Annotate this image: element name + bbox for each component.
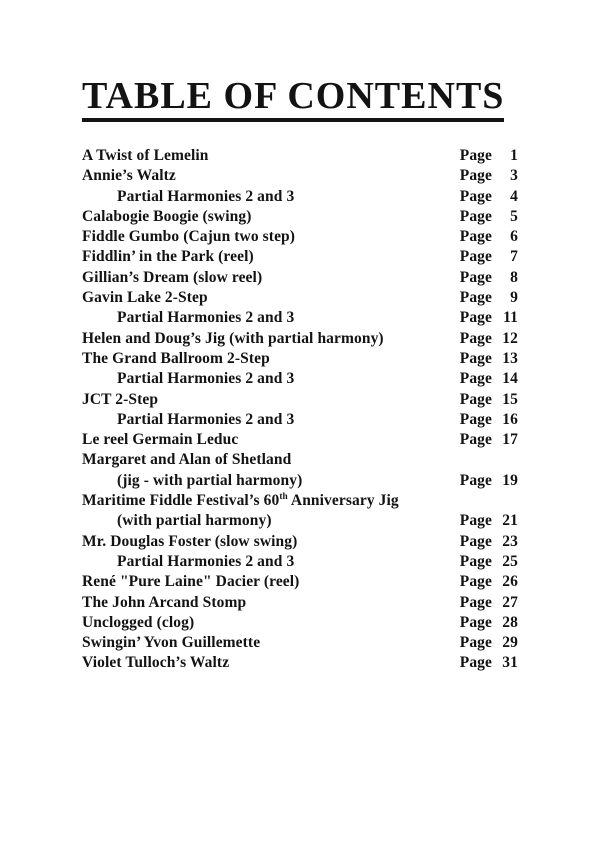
toc-entry-title: Mr. Douglas Foster (slow swing) (82, 532, 298, 550)
page-word: Page (459, 552, 492, 570)
toc-entry-page (460, 187, 518, 207)
page-number: 9 (510, 289, 518, 307)
page-word: Page (459, 248, 492, 266)
toc-entry-title: The Grand Ballroom 2-Step (82, 349, 270, 367)
page-number: 31 (502, 654, 518, 672)
page-number: 11 (503, 309, 518, 327)
toc-entry-page (460, 532, 518, 552)
toc-entry-page (460, 146, 518, 166)
toc-row (82, 572, 518, 592)
page-number: 26 (502, 573, 518, 591)
toc-row (82, 450, 518, 470)
toc-row (82, 491, 518, 511)
page-word: Page (459, 410, 492, 428)
toc-row (82, 308, 518, 328)
toc-list (82, 146, 518, 674)
page-number: 21 (502, 512, 518, 530)
toc-row (82, 653, 518, 673)
page-number: 17 (502, 431, 518, 449)
page-number: 1 (510, 147, 518, 164)
toc-entry-page (460, 471, 518, 491)
toc-row (82, 247, 518, 267)
page-number: 16 (502, 410, 518, 428)
page-word: Page (459, 187, 492, 205)
page-number: 8 (510, 268, 518, 286)
toc-entry-title: Margaret and Alan of Shetland (82, 451, 292, 469)
page-word: Page (459, 512, 492, 530)
page-number: 25 (502, 552, 518, 570)
toc-entry-page (460, 552, 518, 572)
toc-row (82, 593, 518, 613)
toc-entry-page (460, 572, 518, 592)
toc-entry-page (460, 613, 518, 633)
page-word: Page (459, 349, 492, 367)
toc-entry-title: Calabogie Boogie (swing) (82, 207, 252, 225)
page-word: Page (459, 167, 492, 185)
toc-entry-title: JCT 2-Step (82, 390, 159, 408)
page-number: 13 (502, 349, 518, 367)
toc-entry-title: Unclogged (clog) (82, 613, 195, 631)
toc-entry-page (460, 227, 518, 247)
page-number: 15 (502, 390, 518, 408)
toc-entry-page (460, 349, 518, 369)
page-word: Page (459, 593, 492, 611)
toc-row (82, 187, 518, 207)
toc-entry-title: Partial Harmonies 2 and 3 (117, 410, 295, 428)
toc-row (82, 166, 518, 186)
toc-row (82, 430, 518, 450)
page-number: 29 (502, 634, 518, 652)
toc-entry-page (460, 511, 518, 531)
toc-entry-title: Annie’s Waltz (82, 167, 176, 185)
toc-entry-title: Gavin Lake 2-Step (82, 289, 208, 307)
toc-entry-title: Maritime Fiddle Festival’s 60th Anniversary Jig (82, 491, 399, 510)
page-word: Page (459, 390, 492, 408)
toc-entry-title: René "Pure Laine" Dacier (reel) (82, 573, 300, 591)
toc-row (82, 329, 518, 349)
toc-row (82, 288, 518, 308)
page-word: Page (459, 207, 492, 225)
page-number: 7 (510, 248, 518, 266)
page-word: Page (459, 289, 492, 307)
page-word: Page (459, 573, 492, 591)
toc-entry-page (460, 288, 518, 308)
toc-entry-page (460, 430, 518, 450)
page-number: 23 (502, 532, 518, 550)
toc-entry-title: Partial Harmonies 2 and 3 (117, 552, 295, 570)
toc-entry-page (460, 369, 518, 389)
toc-row (82, 633, 518, 653)
toc-entry-title: Partial Harmonies 2 and 3 (117, 187, 295, 205)
toc-entry-title: (jig - with partial harmony) (117, 471, 303, 489)
page-word: Page (459, 147, 492, 164)
toc-entry-title: Fiddle Gumbo (Cajun two step) (82, 228, 296, 246)
toc-entry-page (460, 166, 518, 186)
page-word: Page (459, 654, 492, 672)
toc-row (82, 511, 518, 531)
page-word: Page (459, 329, 492, 347)
toc-row (82, 146, 518, 166)
toc-entry-title: Fiddlin’ in the Park (reel) (82, 248, 254, 266)
toc-entry-page (460, 247, 518, 267)
toc-row (82, 471, 518, 491)
page-number: 19 (502, 471, 518, 489)
page-number: 4 (510, 187, 518, 205)
toc-entry-title: Helen and Doug’s Jig (with partial harmony) (82, 329, 384, 347)
page-number: 5 (510, 207, 518, 225)
page-number: 28 (502, 613, 518, 631)
page-word: Page (459, 471, 492, 489)
toc-entry-page (460, 653, 518, 673)
toc-entry-page (460, 633, 518, 653)
page-word: Page (459, 431, 492, 449)
toc-entry-page (460, 268, 518, 288)
page-word: Page (459, 370, 492, 388)
toc-row (82, 613, 518, 633)
toc-entry-page (460, 329, 518, 349)
toc-entry-title: Swingin’ Yvon Guillemette (82, 634, 261, 652)
toc-entry-page (460, 410, 518, 430)
page-word: Page (459, 532, 492, 550)
toc-entry-page (460, 308, 518, 328)
toc-entry-title: Gillian’s Dream (slow reel) (82, 268, 263, 286)
page-number: 14 (502, 370, 518, 388)
toc-entry-title: Partial Harmonies 2 and 3 (117, 309, 295, 327)
toc-entry-page (460, 390, 518, 410)
toc-entry-title: (with partial harmony) (117, 512, 272, 530)
page-number: 12 (502, 329, 518, 347)
toc-row (82, 369, 518, 389)
toc-entry-title: A Twist of Lemelin (82, 147, 209, 164)
toc-row (82, 390, 518, 410)
toc-row (82, 410, 518, 430)
toc-entry-title: Le reel Germain Leduc (82, 431, 239, 449)
toc-row (82, 349, 518, 369)
page-word: Page (459, 613, 492, 631)
page-word: Page (459, 634, 492, 652)
toc-row (82, 268, 518, 288)
page-title: TABLE OF CONTENTS (82, 76, 504, 122)
toc-row (82, 207, 518, 227)
page-number: 6 (510, 228, 518, 246)
toc-row (82, 532, 518, 552)
toc-entry-page (460, 207, 518, 227)
page-word: Page (459, 228, 492, 246)
page-word: Page (459, 268, 492, 286)
toc-entry-title: Violet Tulloch’s Waltz (82, 654, 230, 672)
page-number: 3 (510, 167, 518, 185)
toc-entry-title: Partial Harmonies 2 and 3 (117, 370, 295, 388)
toc-entry-title: The John Arcand Stomp (82, 593, 247, 611)
page-number: 27 (502, 593, 518, 611)
toc-row (82, 227, 518, 247)
toc-entry-page (460, 593, 518, 613)
page-word: Page (459, 309, 492, 327)
toc-row (82, 552, 518, 572)
